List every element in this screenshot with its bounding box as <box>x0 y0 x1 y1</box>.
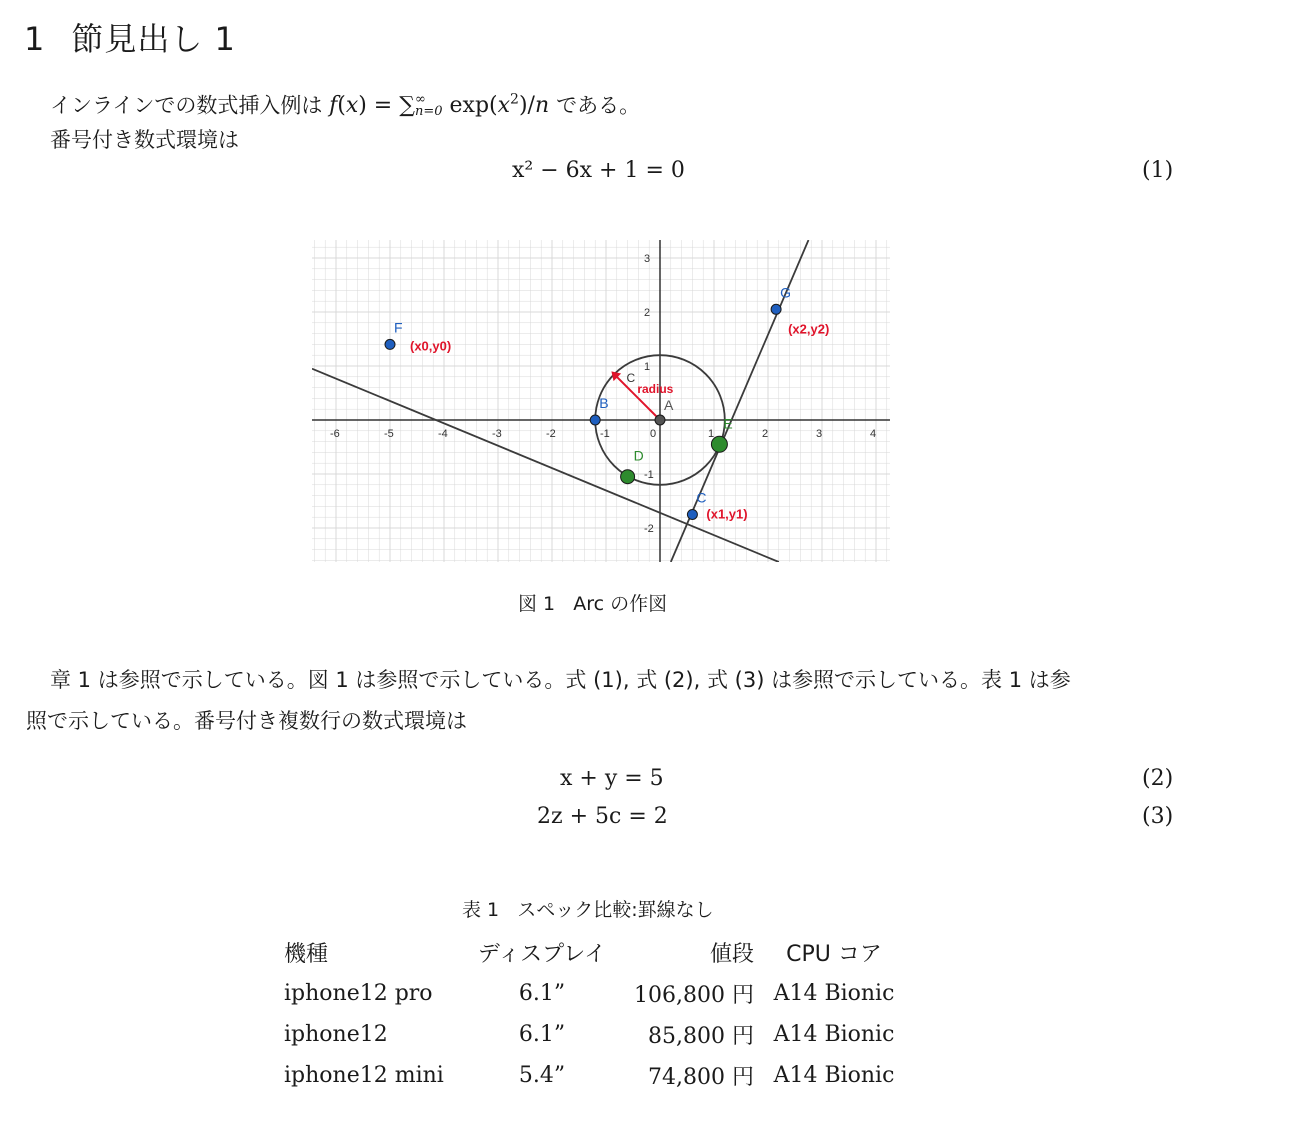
point-annotation: (x2,y2) <box>788 321 830 337</box>
point-a <box>655 415 665 425</box>
x-tick-label: -4 <box>438 428 448 440</box>
point-label: E <box>723 415 733 432</box>
point-e <box>711 436 727 452</box>
section-heading <box>24 14 236 60</box>
inline-formula: f(x) = ∑ ∞ n=0 $\exp(x^2)/n$ <box>329 92 550 120</box>
y-tick-label: -2 <box>644 523 654 535</box>
spec-table <box>284 932 914 1096</box>
figure-ticks <box>330 253 876 535</box>
y-tick-label: 2 <box>644 307 651 319</box>
point-annotation: (x0,y0) <box>410 338 452 354</box>
section-number: 1 <box>24 20 46 58</box>
header-model: 機種 <box>284 942 329 967</box>
table-caption <box>462 895 714 922</box>
line-fc <box>312 369 779 562</box>
point-c <box>687 510 697 520</box>
point-label: A <box>664 397 674 413</box>
x-tick-label: -5 <box>384 428 394 440</box>
equation-2-number: (2) <box>1142 766 1174 791</box>
x-tick-label: -6 <box>330 428 340 440</box>
intro-line-2: 番号付き数式環境は <box>50 128 239 152</box>
intro-suffix: である。 <box>556 93 641 118</box>
figure-caption-text: Arc の作図 <box>573 593 668 615</box>
radius-line <box>614 374 660 420</box>
table-row: iphone12 mini 5.4” 74,800 円 A14 Bionic <box>284 1063 895 1090</box>
x-tick-label: -1 <box>600 428 610 440</box>
figure-caption-label: 図 1 <box>518 593 556 615</box>
point-label: C <box>696 489 707 506</box>
point-label: F <box>394 319 403 336</box>
x-tick-label: -2 <box>546 428 556 440</box>
figure-points <box>385 284 829 521</box>
header-display: ディスプレイ <box>477 942 607 967</box>
y-tick-label: 1 <box>644 361 651 373</box>
x-tick-label: 0 <box>650 428 657 440</box>
x-tick-label: 2 <box>762 428 769 440</box>
arc-figure <box>312 240 890 562</box>
equation-1: x² − 6x + 1 = 0 <box>512 158 685 183</box>
point-label: G <box>780 284 791 301</box>
table-row: iphone12 pro 6.1” 106,800 円 A14 Bionic <box>284 981 895 1008</box>
x-tick-label: 3 <box>816 428 823 440</box>
table-row: iphone12 6.1” 85,800 円 A14 Bionic <box>284 1022 895 1049</box>
header-cpu: CPU コア <box>786 942 882 967</box>
header-price: 値段 <box>709 942 754 967</box>
radius-point-label: C <box>626 371 636 386</box>
point-g <box>771 304 781 314</box>
intro-prefix: インラインでの数式挿入例は <box>50 93 323 118</box>
x-tick-label: 1 <box>708 428 715 440</box>
paragraph-2-line-1: 章 1 は参照で示している。図 1 は参照で示している。式 (1), 式 (2), 式 (3) は参照で示している。表 1 は参 <box>50 668 1071 692</box>
table-caption-text: スペック比較:罫線なし <box>517 899 714 921</box>
y-tick-label: 3 <box>644 253 651 265</box>
equation-1-number: (1) <box>1142 158 1174 183</box>
radius-label: radius <box>637 382 674 396</box>
y-tick-label: -1 <box>644 469 654 481</box>
point-f <box>385 339 395 349</box>
point-label: D <box>633 447 644 464</box>
figure-caption <box>518 589 667 616</box>
table-caption-label: 表 1 <box>462 899 500 921</box>
equation-3-number: (3) <box>1142 804 1174 829</box>
paragraph-2-line-2: 照で示している。番号付き複数行の数式環境は <box>26 709 467 733</box>
section-title: 節見出し 1 <box>71 20 236 58</box>
table-header-row <box>284 932 914 973</box>
point-b <box>590 415 600 425</box>
x-tick-label: -3 <box>492 428 502 440</box>
point-label: B <box>599 395 609 411</box>
equation-3: 2z + 5c = 2 <box>537 804 668 829</box>
equation-2: x + y = 5 <box>560 766 664 791</box>
point-d <box>621 470 635 484</box>
x-tick-label: 4 <box>870 428 877 440</box>
point-annotation: (x1,y1) <box>706 506 748 522</box>
